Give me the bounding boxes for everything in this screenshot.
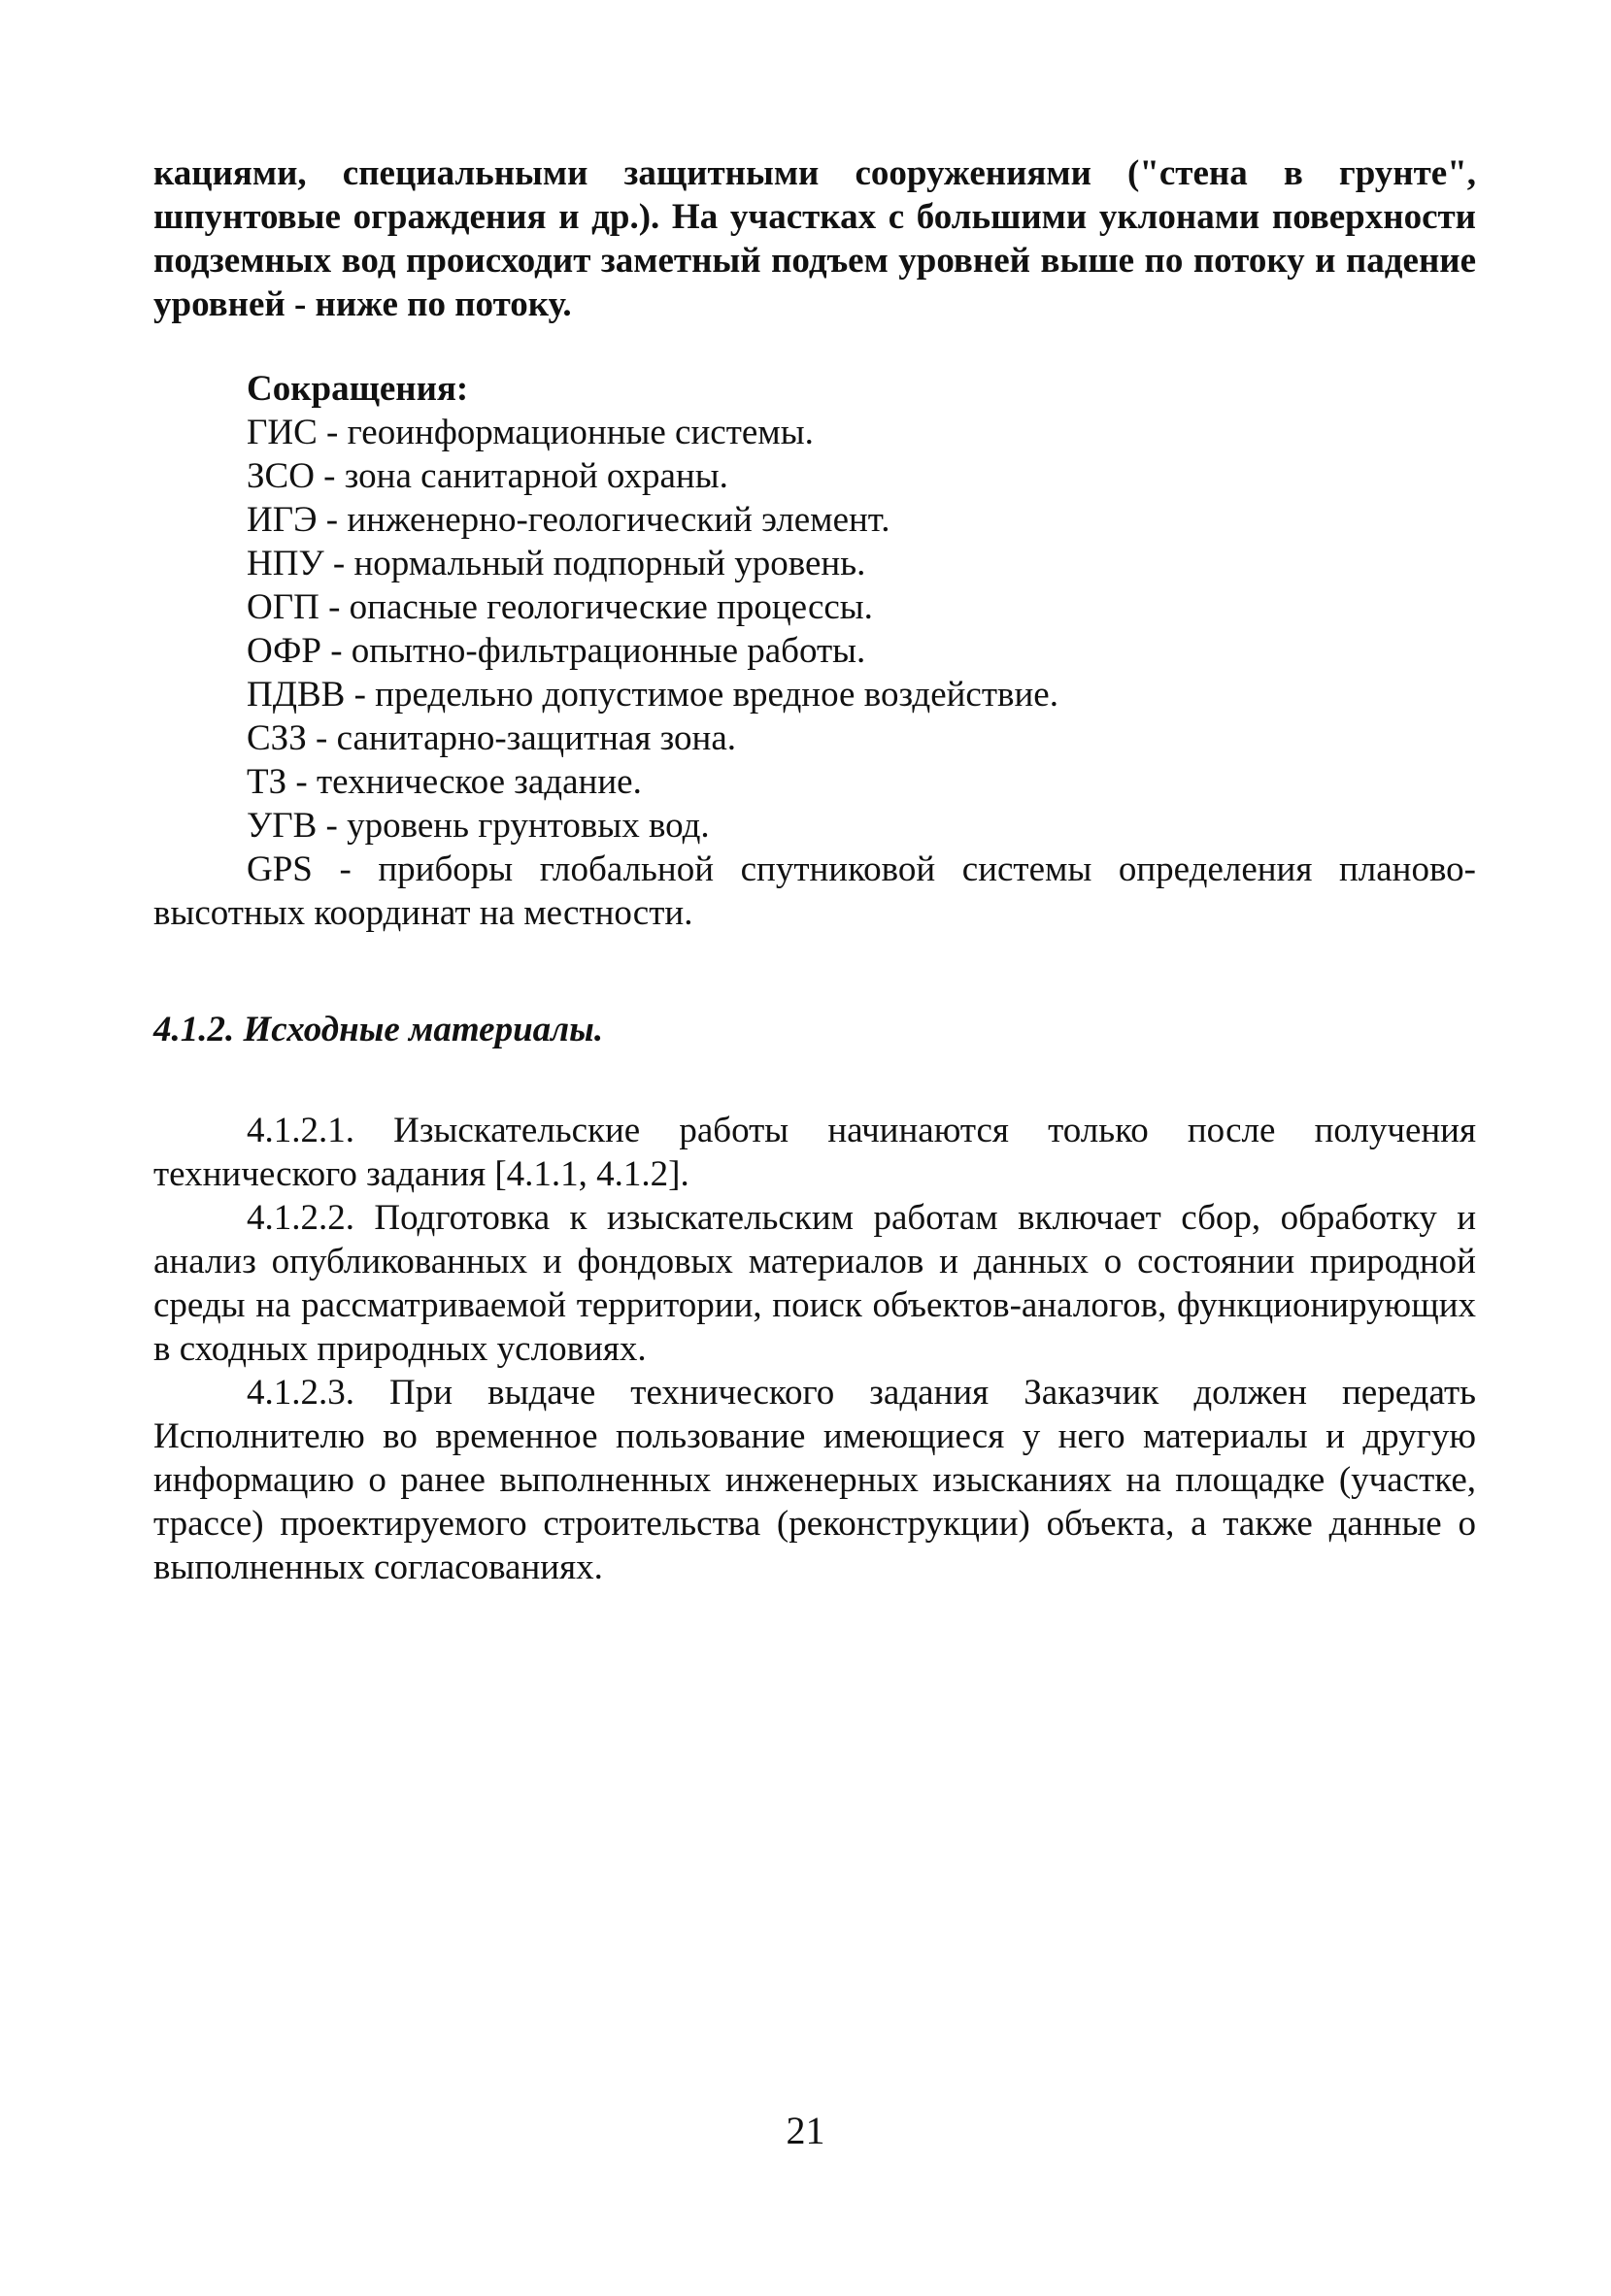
page-number: 21 (786, 2109, 825, 2152)
abbreviation-item: ГИС - геоинформационные системы. (247, 413, 814, 452)
abbreviation-item: УГВ - уровень грунтовых вод. (247, 806, 710, 846)
abbreviation-item: ЗСО - зона санитарной охраны. (247, 456, 728, 496)
abbreviation-item: ПДВВ - предельно допустимое вредное воздействие. (247, 675, 1058, 715)
abbreviation-item: ОГП - опасные геологические процессы. (247, 587, 873, 627)
section-body (153, 1109, 1476, 1589)
abbreviations-block (153, 367, 1476, 935)
abbreviations-list (153, 411, 1476, 935)
abbreviation-item: НПУ - нормальный подпорный уровень. (247, 544, 866, 583)
abbreviation-item: ИГЭ - инженерно-геологический элемент. (247, 500, 890, 540)
abbreviation-item: GPS - приборы глобальной спутниковой системы определения планово-высотных координат на местности. (153, 849, 1476, 933)
section-paragraph: 4.1.2.1. Изыскательские работы начинаются только после получения технического задания [4.1.1, 4.1.2]. (153, 1111, 1476, 1194)
abbreviation-item: СЗЗ - санитарно-защитная зона. (247, 718, 736, 758)
abbreviations-title: Сокращения: (247, 369, 469, 409)
section-paragraph: 4.1.2.3. При выдаче технического задания Заказчик должен передать Исполнителю во временное пользование имеющиеся у него материалы и другую информацию о ранее выполненных инженерных изысканиях на площадке (участке, трассе) проектируемого строительства (реконструкции) объекта, а также данные о выполненных согласованиях. (153, 1373, 1476, 1587)
abbreviation-item: ТЗ - техническое задание. (247, 762, 642, 802)
intro-text: кациями, специальными защитными сооружениями ("стена в грунте", шпунтовые ограждения и др.). На участках с большими уклонами поверхности подземных вод происходит заметный подъем уровней выше по потоку и падение уровней - ниже по потоку. (153, 153, 1476, 324)
abbreviation-item: ОФР - опытно-фильтрационные работы. (247, 631, 866, 671)
intro-paragraph (153, 151, 1476, 326)
section-heading: 4.1.2. Исходные материалы. (153, 1010, 604, 1049)
section-paragraph: 4.1.2.2. Подготовка к изыскательским работам включает сбор, обработку и анализ опубликованных и фондовых материалов и данных о состоянии природной среды на рассматриваемой территории, поиск объектов-аналогов, функционирующих в сходных природных условиях. (153, 1198, 1476, 1369)
